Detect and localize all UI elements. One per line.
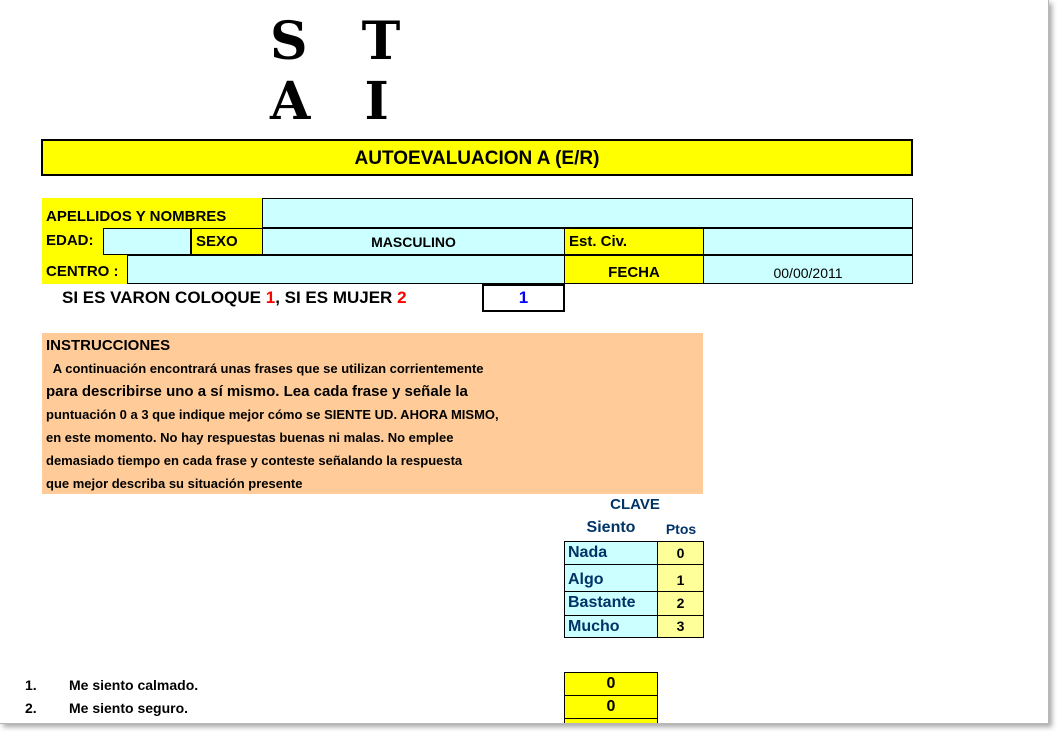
fecha-label: FECHA — [564, 255, 704, 284]
estciv-label: Est. Civ. — [564, 228, 704, 255]
instructions-line: en este momento. No hay respuestas buenas ni malas. No emplee — [46, 430, 454, 445]
instructions-line: demasiado tiempo en cada frase y conteste señalando la respuesta — [46, 453, 463, 468]
instructions-box — [42, 333, 703, 494]
question-number: 2. — [25, 700, 37, 716]
question-answer-input[interactable] — [564, 718, 658, 724]
key-col-ptos: Ptos — [665, 521, 697, 537]
instructions-line: para describirse uno a sí mismo. Lea cada frase y señale la — [46, 383, 468, 400]
question-text: Me siento seguro. — [69, 700, 189, 716]
gender-prompt — [62, 287, 482, 309]
page-title: S T A I — [270, 11, 419, 132]
gender-prompt-text-2: , SI ES MUJER — [275, 288, 398, 307]
key-row-bastante: Bastante — [564, 591, 658, 616]
test-banner: AUTOEVALUACION A (E/R) — [41, 139, 913, 176]
centro-label: CENTRO : — [42, 255, 128, 284]
key-pts-mucho: 3 — [657, 615, 704, 638]
gender-input[interactable]: 1 — [482, 284, 565, 312]
edad-input[interactable] — [103, 228, 191, 255]
key-pts-bastante: 2 — [657, 591, 704, 616]
key-title: CLAVE — [610, 496, 660, 513]
key-pts-nada: 0 — [657, 541, 704, 565]
question-number: 1. — [25, 677, 37, 693]
key-row-algo: Algo — [564, 564, 658, 592]
key-col-siento: Siento — [586, 519, 636, 536]
key-pts-algo: 1 — [657, 564, 704, 592]
key-row-nada: Nada — [564, 541, 658, 565]
instructions-heading: INSTRUCCIONES — [46, 337, 171, 354]
key-row-mucho: Mucho — [564, 615, 658, 638]
question-answer-input[interactable]: 0 — [564, 672, 658, 696]
estciv-input[interactable] — [703, 228, 913, 255]
question-text: Me siento calmado. — [69, 677, 199, 693]
question-answer-input[interactable]: 0 — [564, 695, 658, 719]
gender-prompt-num-1: 1 — [265, 288, 276, 307]
instructions-line: A continuación encontrará unas frases que se utilizan corrientemente — [46, 361, 484, 376]
centro-input[interactable] — [127, 255, 565, 284]
fecha-input[interactable]: 00/00/2011 — [703, 255, 913, 284]
instructions-line: puntuación 0 a 3 que indique mejor cómo se SIENTE UD. AHORA MISMO, — [46, 407, 499, 422]
apellidos-input[interactable] — [262, 198, 913, 228]
gender-prompt-num-2: 2 — [397, 288, 407, 307]
sexo-label: SEXO — [191, 228, 263, 255]
edad-label: EDAD: — [42, 228, 103, 255]
gender-prompt-text-1: SI ES VARON COLOQUE — [62, 288, 266, 307]
apellidos-label: APELLIDOS Y NOMBRES — [42, 198, 262, 228]
instructions-line: que mejor describa su situación presente — [46, 476, 303, 491]
sexo-value[interactable]: MASCULINO — [262, 228, 565, 255]
